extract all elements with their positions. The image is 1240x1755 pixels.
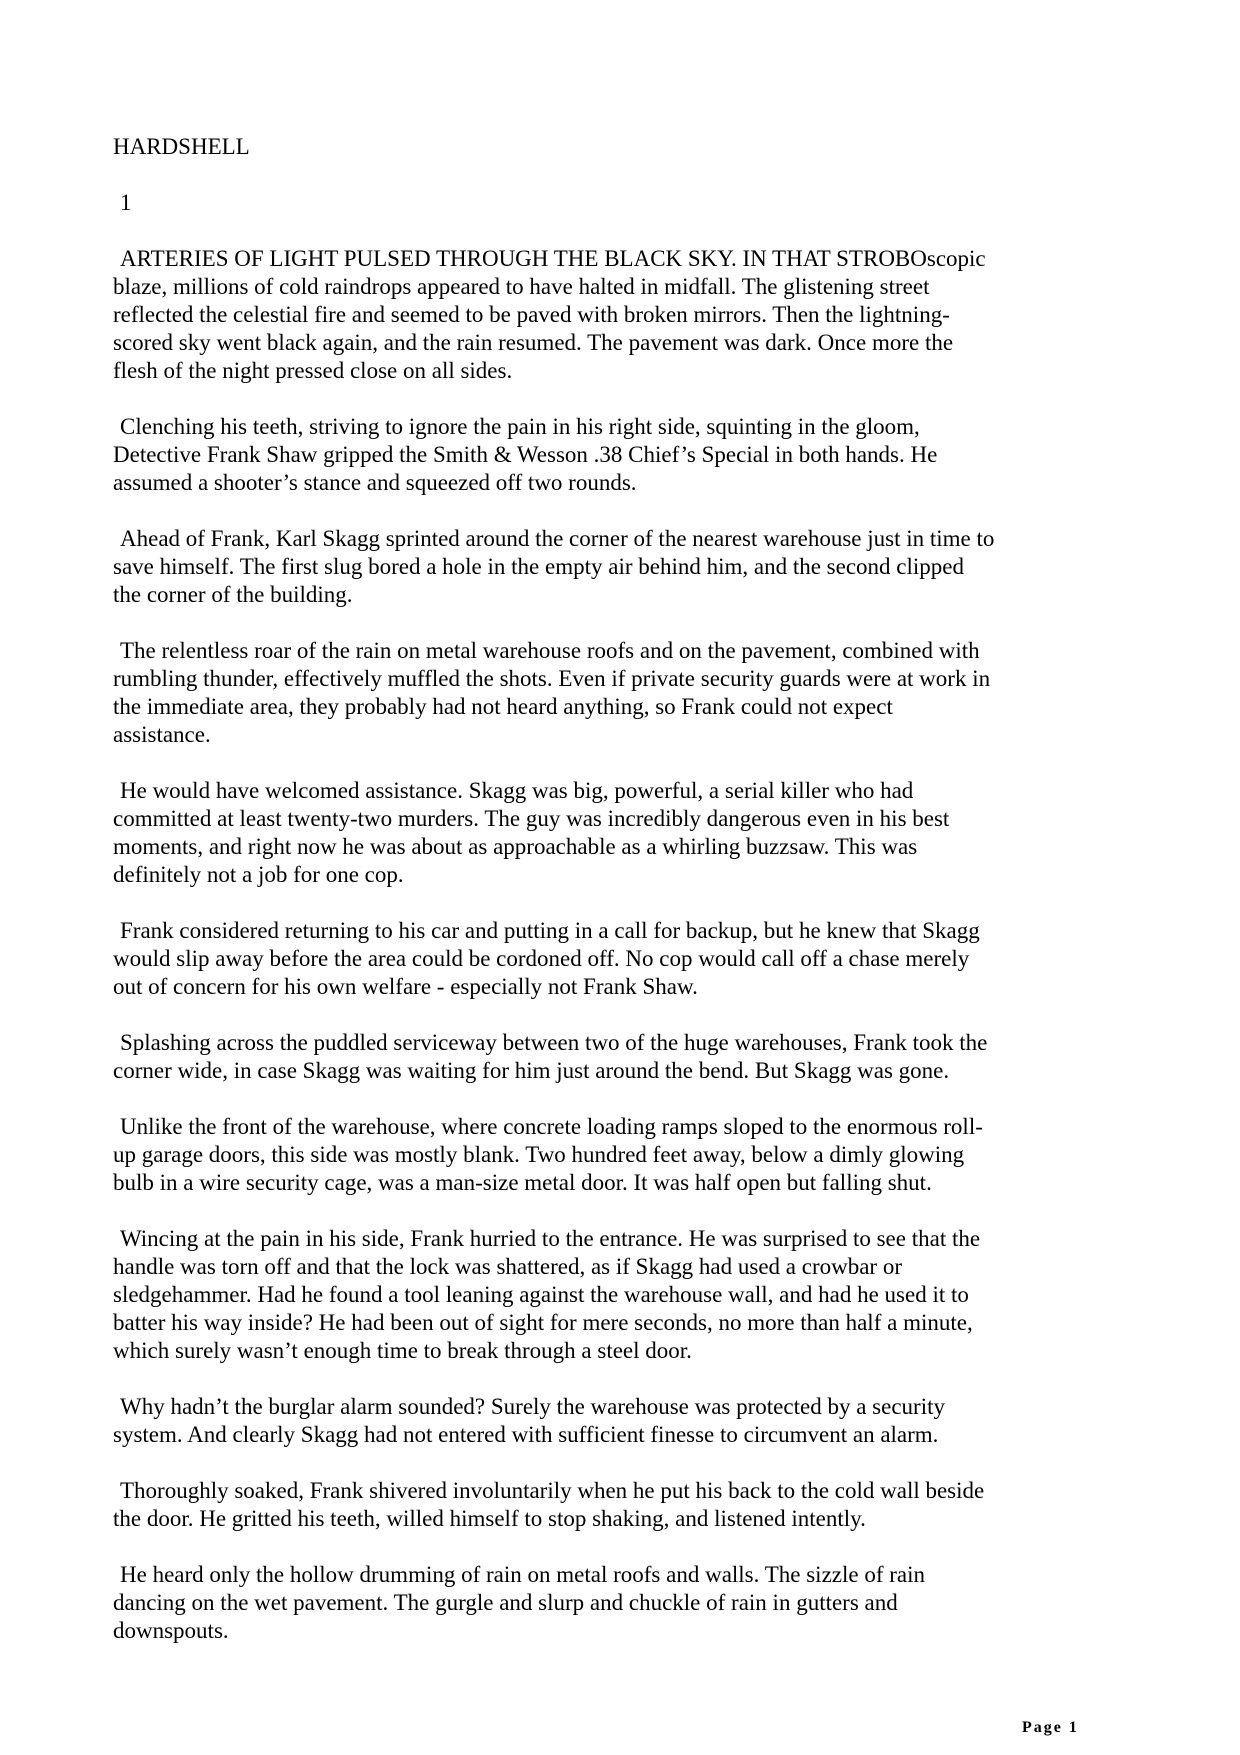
paragraph: The relentless roar of the rain on metal warehouse roofs and on the pavement, combined with rumbling thunder, effectively muffled the shots. Even if private security guards were at work in the immediate area, they probably had not heard anything, so Frank could not expect assistance. xyxy=(113,638,991,747)
chapter-number: 1 xyxy=(120,190,132,215)
paragraph: Clenching his teeth, striving to ignore the pain in his right side, squinting in the gloom, Detective Frank Shaw gripped the Smith & Wesson .38 Chief’s Special in both hands. He assumed a shooter’s stance and squeezed off two rounds. xyxy=(113,414,938,495)
page-number-label: Page 1 xyxy=(1022,1719,1079,1736)
paragraph: ARTERIES OF LIGHT PULSED THROUGH THE BLACK SKY. IN THAT STROBOscopic blaze, millions of cold raindrops appeared to have halted in midfall. The glistening street reflected the celestial fire and seemed to be paved with broken mirrors. Then the lightning-scored sky went black again, and the rain resumed. The pavement was dark. Once more the flesh of the night pressed close on all sides. xyxy=(113,246,986,383)
paragraph: Splashing across the puddled serviceway between two of the huge warehouses, Frank took the corner wide, in case Skagg was waiting for him just around the bend. But Skagg was gone. xyxy=(113,1030,988,1083)
page-title: HARDSHELL xyxy=(113,134,250,159)
document-content xyxy=(113,133,995,1673)
paragraph: Thoroughly soaked, Frank shivered involuntarily when he put his back to the cold wall beside the door. He gritted his teeth, willed himself to stop shaking, and listened intently. xyxy=(113,1478,985,1531)
body-text xyxy=(113,245,995,1645)
paragraph: Unlike the front of the warehouse, where concrete loading ramps sloped to the enormous roll-up garage doors, this side was mostly blank. Two hundred feet away, below a dimly glowing bulb in a wire security cage, was a man-size metal door. It was half open but falling shut. xyxy=(113,1114,983,1195)
paragraph: Frank considered returning to his car and putting in a call for backup, but he knew that Skagg would slip away before the area could be cordoned off. No cop would call off a chase merely out of concern for his own welfare - especially not Frank Shaw. xyxy=(113,918,980,999)
paragraph: He would have welcomed assistance. Skagg was big, powerful, a serial killer who had committed at least twenty-two murders. The guy was incredibly dangerous even in his best moments, and right now he was about as approachable as a whirling buzzsaw. This was definitely not a job for one cop. xyxy=(113,778,950,887)
paragraph: Ahead of Frank, Karl Skagg sprinted around the corner of the nearest warehouse just in time to save himself. The first slug bored a hole in the empty air behind him, and the second clipped the corner of the building. xyxy=(113,526,995,607)
paragraph: He heard only the hollow drumming of rain on metal roofs and walls. The sizzle of rain dancing on the wet pavement. The gurgle and slurp and chuckle of rain in gutters and downspouts. xyxy=(113,1562,925,1643)
paragraph: Why hadn’t the burglar alarm sounded? Surely the warehouse was protected by a security system. And clearly Skagg had not entered with sufficient finesse to circumvent an alarm. xyxy=(113,1394,945,1447)
paragraph: Wincing at the pain in his side, Frank hurried to the entrance. He was surprised to see that the handle was torn off and that the lock was shattered, as if Skagg had used a crowbar or sledgehammer. Had he found a tool leaning against the warehouse wall, and had he used it to batter his way inside? He had been out of sight for mere seconds, no more than half a minute, which surely wasn’t enough time to break through a steel door. xyxy=(113,1226,981,1363)
